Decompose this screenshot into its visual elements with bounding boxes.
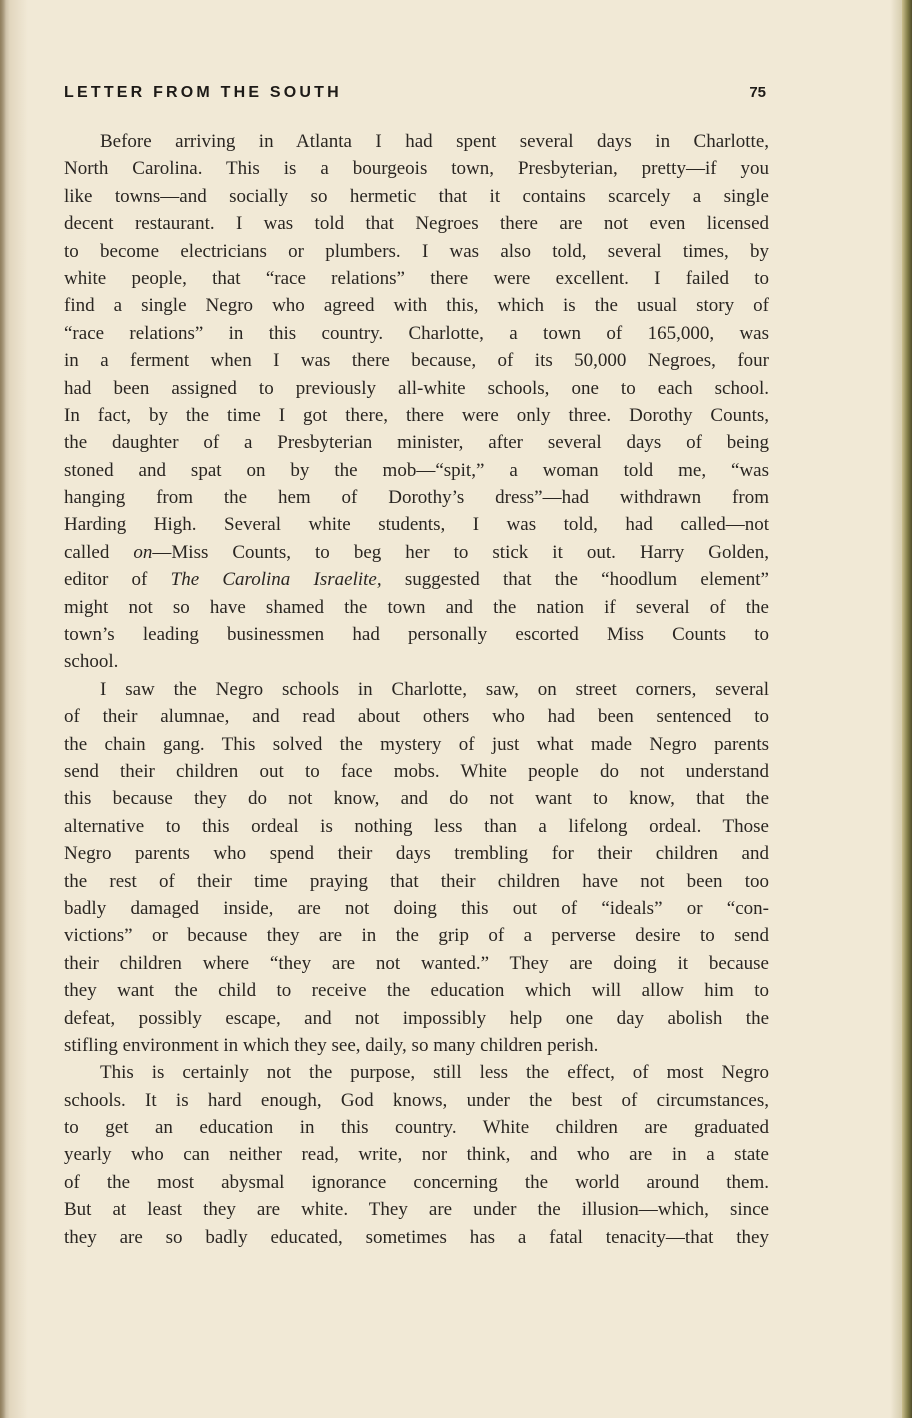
text-line: white people, that “race relations” there were excellent. I failed to <box>64 267 769 289</box>
text-line: “race relations” in this country. Charlotte, a town of 165,000, was <box>64 322 769 344</box>
text-line: the chain gang. This solved the mystery of just what made Negro parents <box>64 733 769 755</box>
publication-title: The Carolina Israelite, <box>170 569 382 591</box>
text-line: Harding High. Several white students, I was told, had called—not <box>64 514 769 536</box>
text-line: yearly who can neither read, write, nor think, and who are in a state <box>64 1144 769 1166</box>
text-run: editor of <box>64 569 171 591</box>
page-fore-edge <box>902 0 912 1418</box>
text-line: Before arriving in Atlanta I had spent several days in Charlotte, <box>100 131 769 152</box>
text-line: stoned and spat on by the mob—“spit,” a woman told me, “was <box>64 459 769 481</box>
text-run: —Miss Counts, to beg her to stick it out. Harry Golden, <box>152 541 769 563</box>
text-line: to become electricians or plumbers. I was also told, several times, by <box>64 240 769 262</box>
text-line: stifling environment in which they see, daily, so many children perish. <box>64 1034 599 1056</box>
text-line: this because they do not know, and do not want to know, that the <box>64 788 769 810</box>
text-line: send their children out to face mobs. White people do not understand <box>64 760 769 782</box>
text-line: might not so have shamed the town and the nation if several of the <box>64 596 769 618</box>
text-line: like towns—and socially so hermetic that it contains scarcely a single <box>64 185 769 207</box>
text-line: badly damaged inside, are not doing this out of “ideals” or “con- <box>64 897 769 919</box>
italic-text: on <box>133 541 153 563</box>
text-line: find a single Negro who agreed with this, which is the usual story of <box>64 295 769 317</box>
text-run: suggested that the “hoodlum element” <box>381 569 769 591</box>
text-line: But at least they are white. They are under the illusion—which, since <box>64 1199 769 1221</box>
body-text <box>64 128 769 1251</box>
text-line: the rest of their time praying that their children have not been too <box>64 870 769 892</box>
text-line: they want the child to receive the education which will allow him to <box>64 980 769 1002</box>
text-line: victions” or because they are in the grip of a perverse desire to send <box>64 925 769 947</box>
paragraph-3 <box>64 1059 769 1251</box>
paragraph-1 <box>64 128 769 676</box>
text-line: they are so badly educated, sometimes has a fatal tenacity—that they <box>64 1226 769 1248</box>
text-line: had been assigned to previously all-white schools, one to each school. <box>64 377 769 399</box>
text-line: town’s leading businessmen had personally escorted Miss Counts to <box>64 624 769 646</box>
running-head: LETTER FROM THE SOUTH <box>64 84 342 101</box>
text-line: I saw the Negro schools in Charlotte, saw, on street corners, several <box>100 678 769 700</box>
text-line: In fact, by the time I got there, there were only three. Dorothy Counts, <box>64 404 769 426</box>
text-line: schools. It is hard enough, God knows, under the best of circumstances, <box>64 1089 769 1111</box>
paragraph-2 <box>64 676 769 1059</box>
text-run: called <box>64 541 134 563</box>
text-line <box>64 566 769 593</box>
page-header <box>64 84 766 108</box>
text-line <box>64 539 769 566</box>
page-number: 75 <box>749 84 766 101</box>
page-gutter-shadow <box>0 0 6 1418</box>
text-line: of the most abysmal ignorance concerning the world around them. <box>64 1171 769 1193</box>
text-line: This is certainly not the purpose, still less the effect, of most Negro <box>100 1062 769 1084</box>
text-line: alternative to this ordeal is nothing less than a lifelong ordeal. Those <box>64 815 769 837</box>
text-line: to get an education in this country. White children are graduated <box>64 1117 769 1139</box>
text-line: the daughter of a Presbyterian minister, after several days of being <box>64 432 769 454</box>
text-line: defeat, possibly escape, and not impossibly help one day abolish the <box>64 1007 769 1029</box>
text-line: in a ferment when I was there because, of its 50,000 Negroes, four <box>64 350 769 372</box>
text-line: Negro parents who spend their days trembling for their children and <box>64 843 769 865</box>
text-line: school. <box>64 651 119 673</box>
text-line: decent restaurant. I was told that Negroes there are not even licensed <box>64 213 769 235</box>
text-line: North Carolina. This is a bourgeois town, Presbyterian, pretty—if you <box>64 158 769 180</box>
text-line: their children where “they are not wanted.” They are doing it because <box>64 952 769 974</box>
text-line: hanging from the hem of Dorothy’s dress”—had withdrawn from <box>64 487 769 509</box>
text-line: of their alumnae, and read about others who had been sentenced to <box>64 706 769 728</box>
